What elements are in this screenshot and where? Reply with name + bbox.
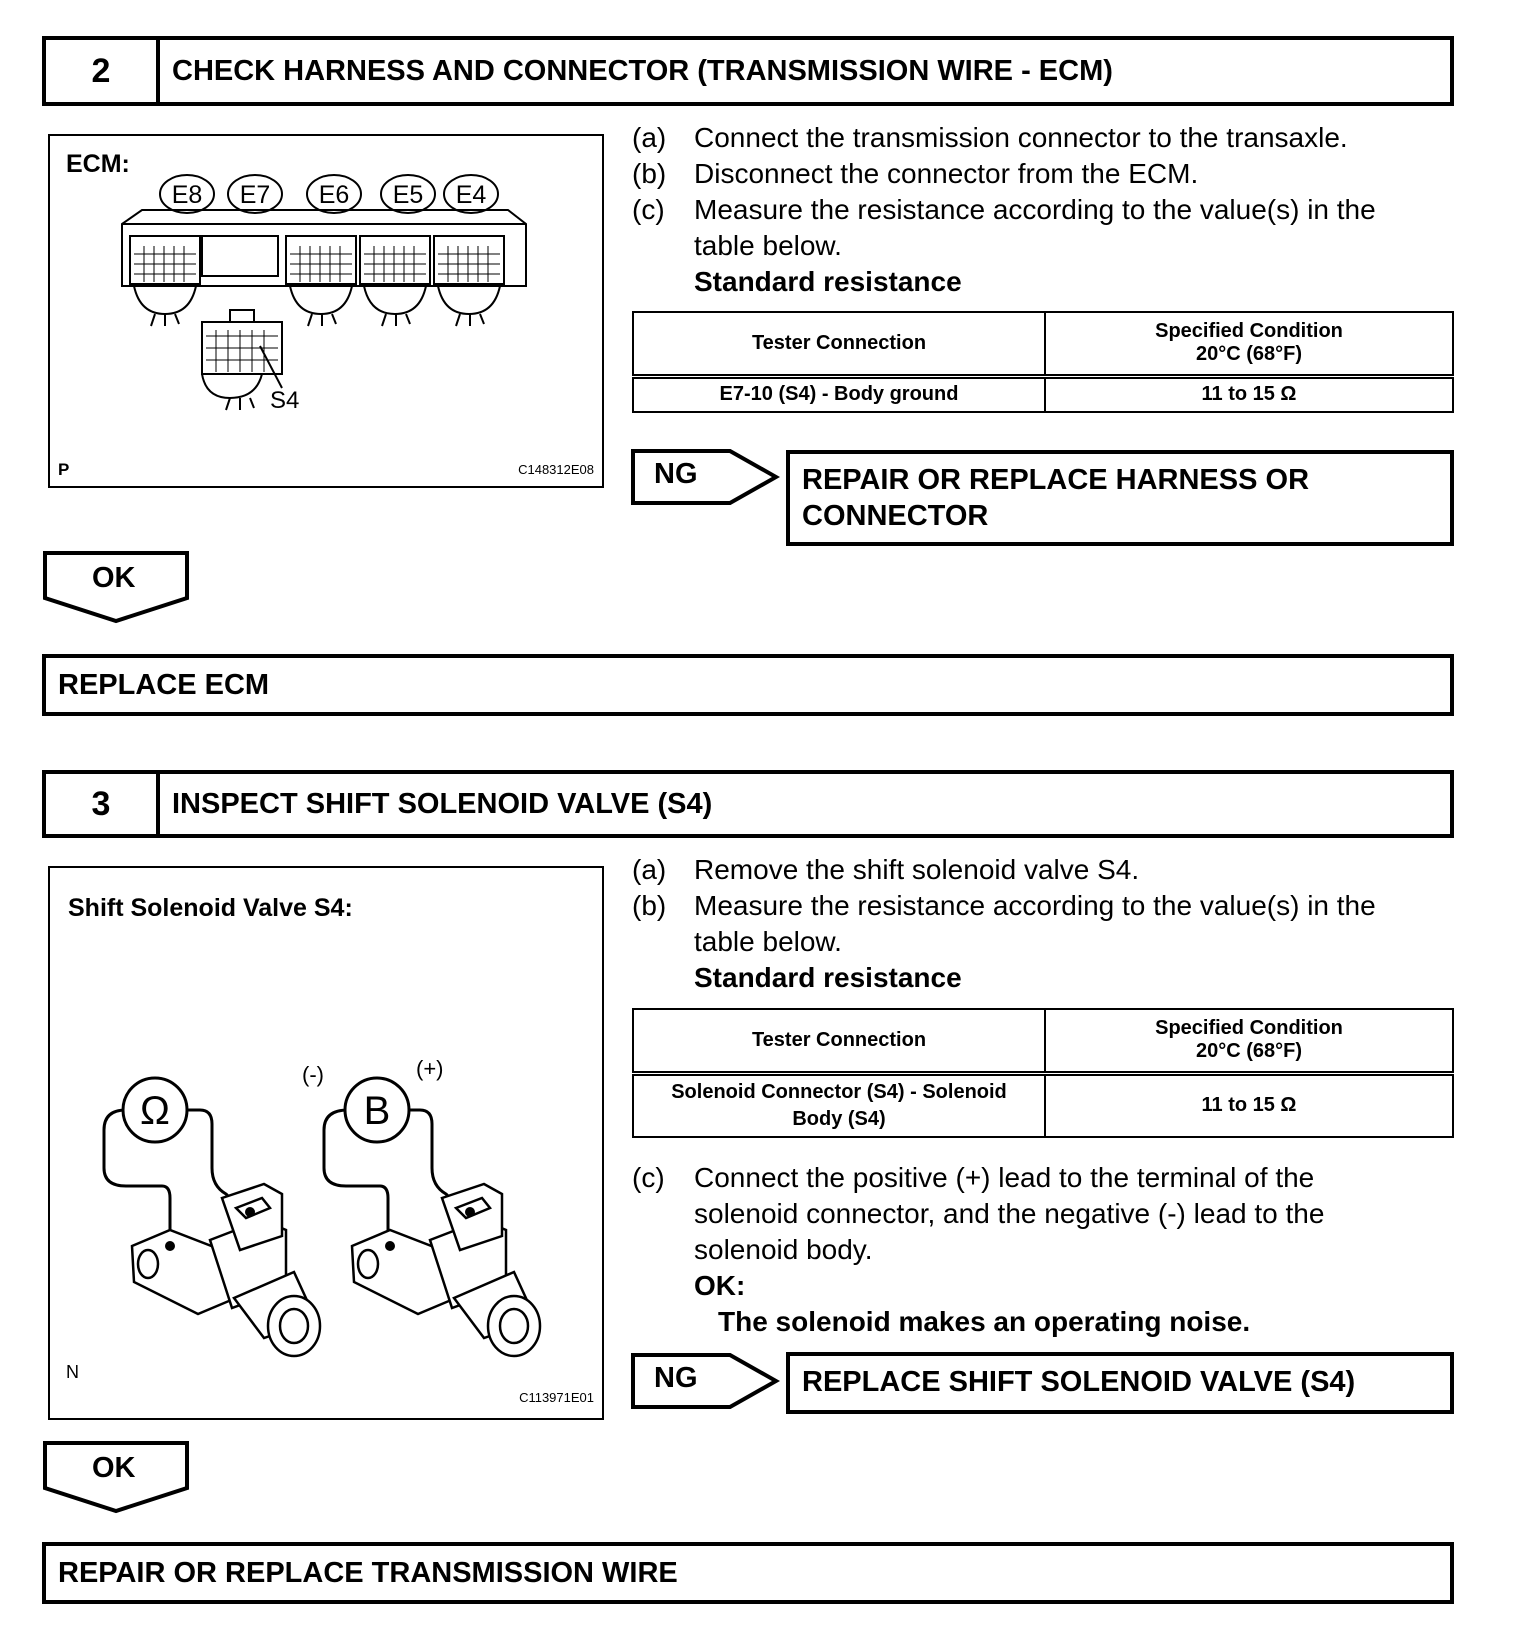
ecm-figure [48, 134, 604, 488]
step2-standard-resistance-label: Standard resistance [694, 266, 962, 297]
ecm-figure-label: ECM: [66, 150, 130, 178]
step3-title: INSPECT SHIFT SOLENOID VALVE (S4) [172, 787, 713, 820]
step3-instructions-c [632, 1160, 1454, 1340]
step3-ok-heading: OK: [694, 1270, 746, 1301]
solenoid-1-icon [132, 1184, 320, 1356]
positive-lead-label: (+) [416, 1056, 444, 1081]
solenoid-figure-corner-letter: N [66, 1362, 79, 1382]
step3-ng-arrow-icon [630, 1352, 780, 1410]
step2-number: 2 [46, 40, 160, 102]
step3-number: 3 [46, 774, 160, 834]
table-header-tester: Tester Connection [633, 312, 1045, 376]
step2-instruction-a: (a) Connect the transmission connector to the transaxle. [632, 122, 1348, 153]
step2-instructions [632, 120, 1454, 300]
connector-e8-label: E8 [171, 181, 203, 209]
solenoid-figure [48, 866, 604, 1420]
step3-instructions [632, 852, 1454, 996]
table-cell-value: 11 to 15 Ω [1045, 1073, 1453, 1137]
solenoid-2-icon [352, 1184, 540, 1356]
step3-ok-result: REPAIR OR REPLACE TRANSMISSION WIRE [42, 1542, 1454, 1604]
step2-ng-label: NG [654, 458, 698, 490]
solenoid-figure-code: C113971E01 [519, 1390, 594, 1405]
step3-ok-text: The solenoid makes an operating noise. [718, 1306, 1251, 1337]
s4-callout: S4 [270, 387, 300, 414]
connector-e6-label: E6 [318, 181, 350, 209]
step3-instruction-b: (b) Measure the resistance according to the value(s) in the table below. [632, 890, 1376, 957]
ecm-figure-corner-letter: P [58, 460, 70, 479]
table-cell-value: 11 to 15 Ω [1045, 376, 1453, 412]
step3-spec-table [632, 1008, 1454, 1138]
battery-symbol: B [363, 1089, 391, 1133]
ecm-figure-code: C148312E08 [518, 462, 594, 477]
solenoid-figure-label: Shift Solenoid Valve S4: [68, 894, 353, 922]
step3-standard-resistance-label: Standard resistance [694, 962, 962, 993]
ohmmeter-symbol: Ω [140, 1089, 170, 1133]
connector-e7-label: E7 [239, 181, 271, 209]
step2-ng-arrow-icon [630, 448, 780, 506]
step3-ng-label: NG [654, 1362, 698, 1394]
table-header-condition: Specified Condition 20°C (68°F) [1045, 312, 1453, 376]
step2-header [42, 36, 1454, 106]
step2-ok-label: OK [92, 562, 136, 594]
table-header-tester: Tester Connection [633, 1009, 1045, 1073]
negative-lead-label: (-) [302, 1062, 324, 1087]
step2-instruction-c: (c) Measure the resistance according to the value(s) in the table below. [632, 194, 1376, 261]
step3-header [42, 770, 1454, 838]
step3-ok-label: OK [92, 1452, 136, 1484]
ecm-diagram [50, 136, 602, 486]
step2-ng-result: REPAIR OR REPLACE HARNESS OR CONNECTOR [786, 450, 1454, 546]
table-cell-connection: Solenoid Connector (S4) - Solenoid Body (S4) [633, 1073, 1045, 1137]
step3-instruction-c: (c) Connect the positive (+) lead to the terminal of the solenoid connector, and the negative (-) lead to the solenoid body. [632, 1162, 1325, 1265]
solenoid-diagram [50, 868, 602, 1418]
connector-e5-label: E5 [392, 181, 424, 209]
step2-instruction-b: (b) Disconnect the connector from the ECM. [632, 158, 1199, 189]
step3-instruction-a: (a) Remove the shift solenoid valve S4. [632, 854, 1140, 885]
step2-spec-table [632, 311, 1454, 413]
table-cell-connection: E7-10 (S4) - Body ground [633, 376, 1045, 412]
step2-title: CHECK HARNESS AND CONNECTOR (TRANSMISSION WIRE - ECM) [172, 54, 1113, 87]
step3-ng-result: REPLACE SHIFT SOLENOID VALVE (S4) [786, 1352, 1454, 1414]
connector-e4-label: E4 [455, 181, 487, 209]
table-header-condition: Specified Condition 20°C (68°F) [1045, 1009, 1453, 1073]
step2-ok-result: REPLACE ECM [42, 654, 1454, 716]
